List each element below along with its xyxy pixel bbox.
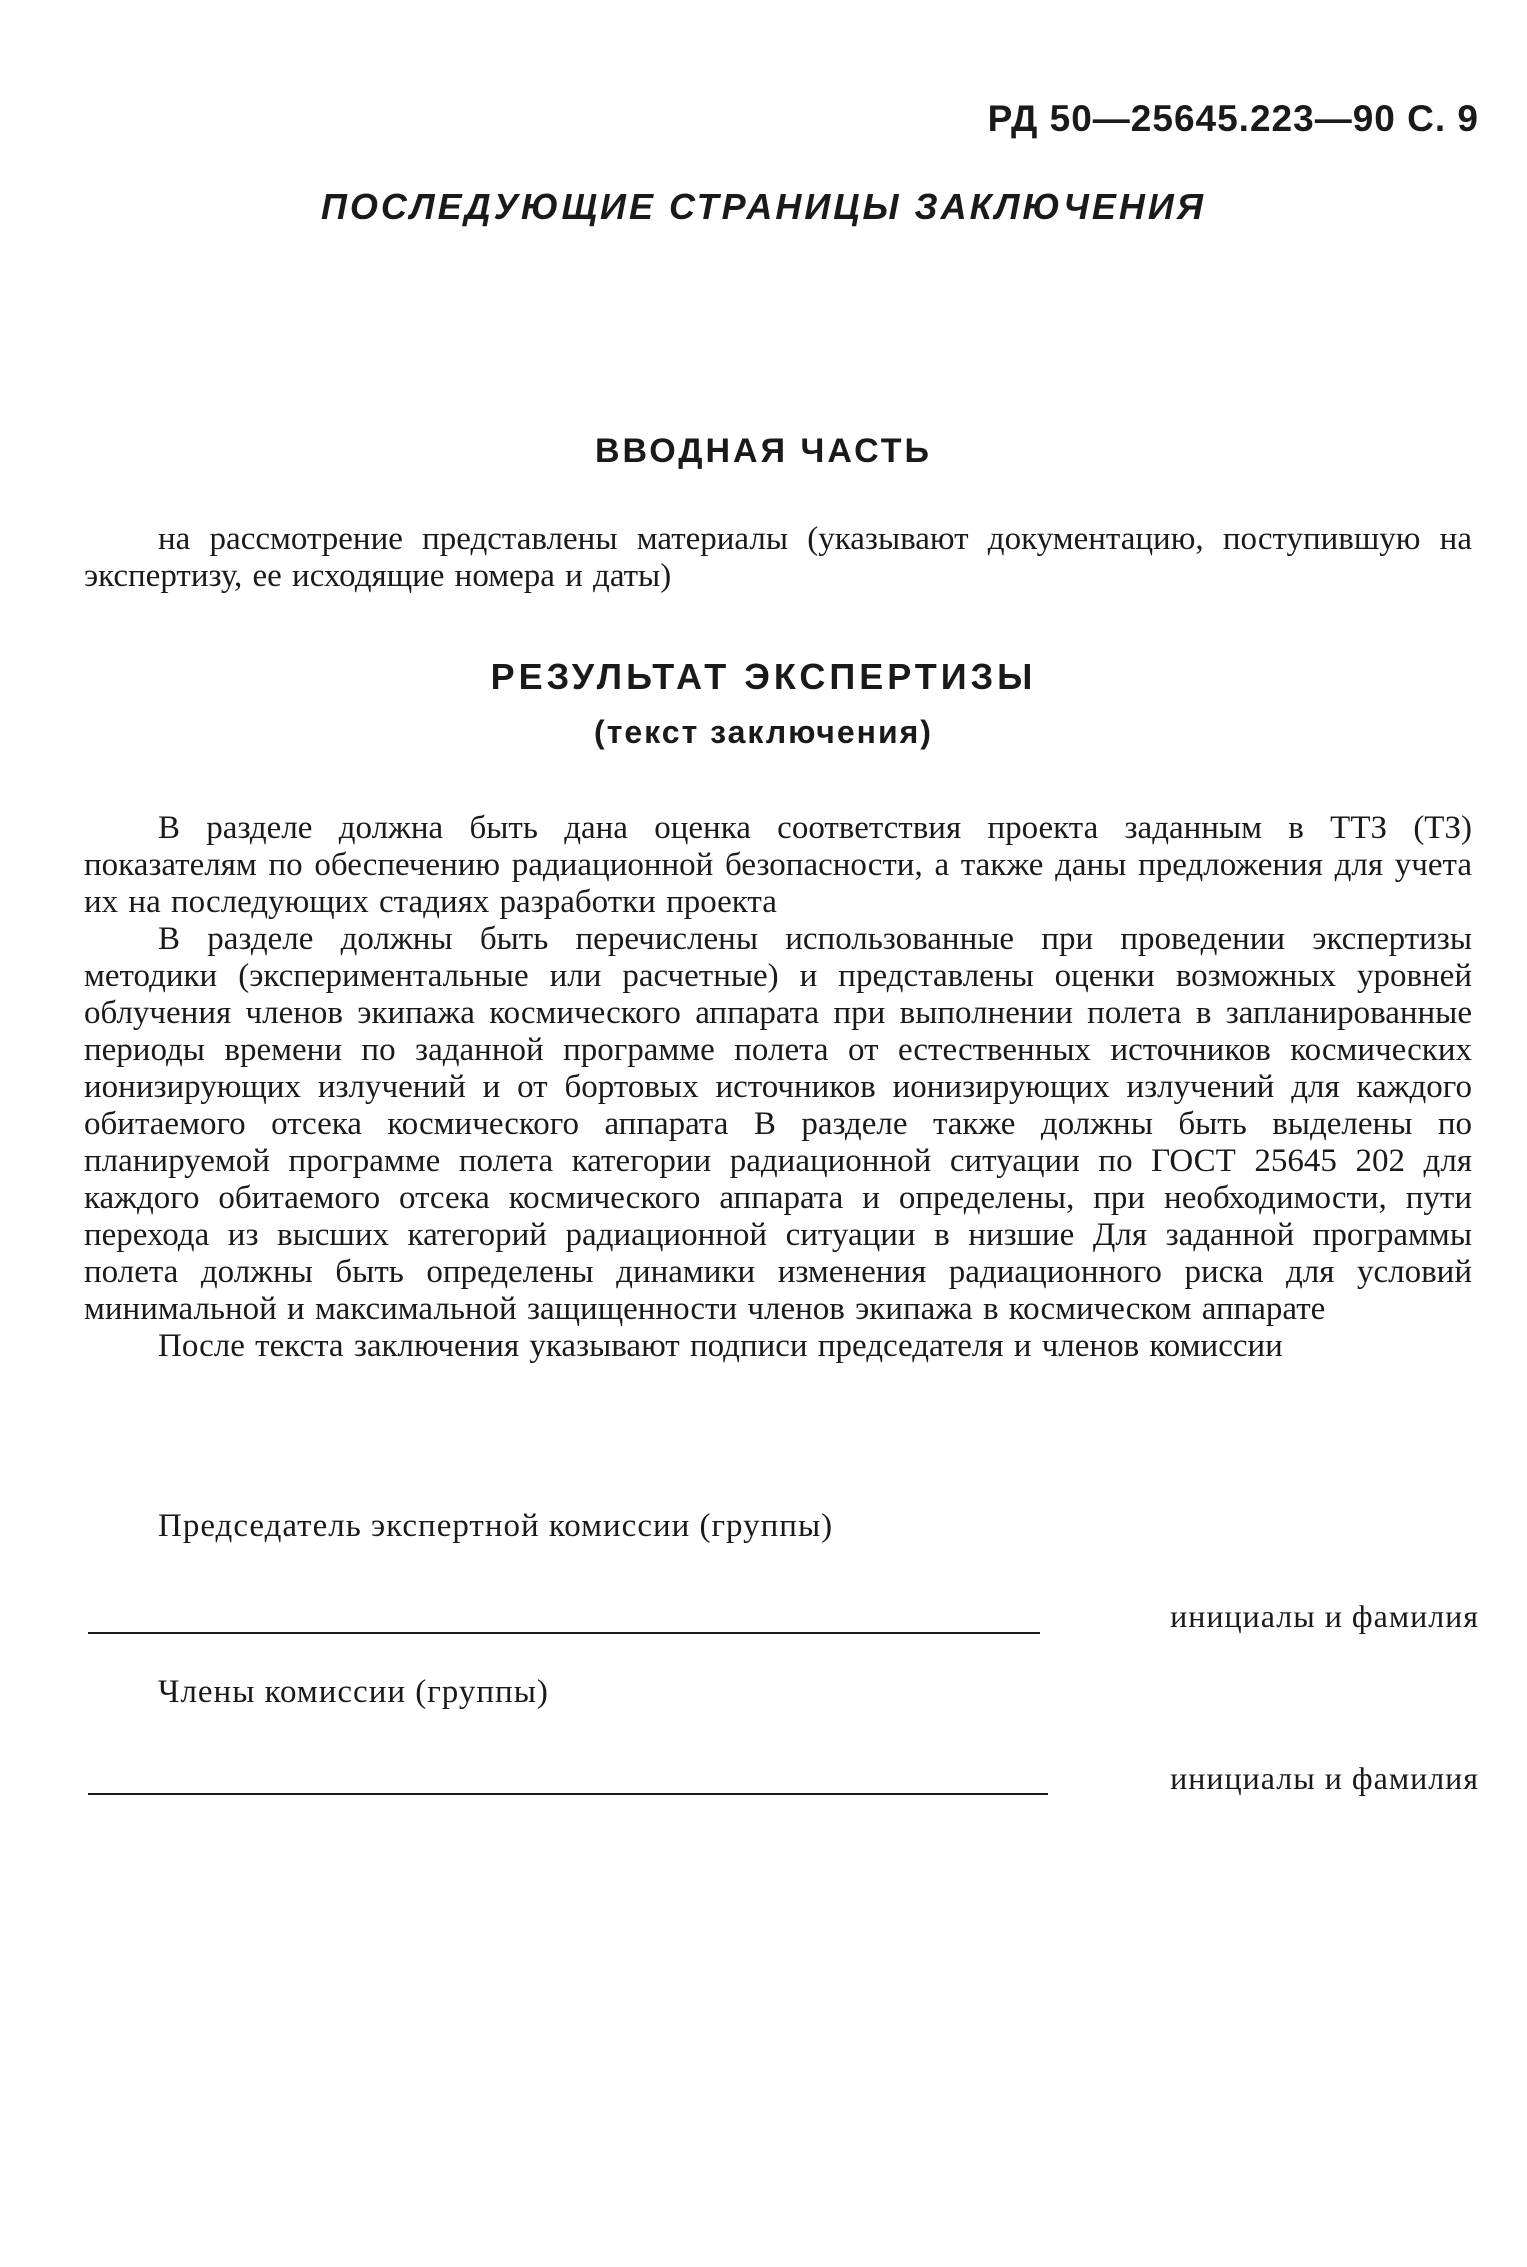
conclusion-paragraph-3: После текста заключения указывают подписи председателя и членов комиссии [158,1328,1283,1364]
intro-paragraph: на рассмотрение представлены материалы (указывают документацию, поступившую на экспертизу, ее исходящие номера и даты) [84,521,1472,594]
conclusion-paragraph-1: В разделе должна быть дана оценка соответствия проекта заданным в ТТЗ (ТЗ) показателям по обеспечению радиационной безопасности, а также даны предложения для учета их на последующих стадиях разработки проекта [84,810,1472,920]
intro-section-heading: ВВОДНАЯ ЧАСТЬ [595,432,932,470]
result-section-heading: РЕЗУЛЬТАТ ЭКСПЕРТИЗЫ [490,656,1037,697]
intro-section-text-block [84,521,1472,595]
members-signature-line [88,1793,1048,1795]
members-signature-caption: инициалы и фамилия [1170,1760,1479,1796]
chairman-signature-line [88,1632,1040,1634]
page-title: ПОСЛЕДУЮЩИЕ СТРАНИЦЫ ЗАКЛЮЧЕНИЯ [320,186,1207,227]
conclusion-text-block [84,810,1472,1365]
result-section-subheading: (текст заключения) [594,714,933,750]
conclusion-paragraph-2: В разделе должны быть перечислены использованные при проведении экспертизы методики (экспериментальные или расчетные) и представлены оценки возможных уровней облучения членов экипажа космического аппарата при выполнении полета в запланированные периоды времени по заданной программе полета от естественных источников космических ионизирующих излучений и от бортовых источников ионизирующих излучений для каждого обитаемого отсека космического аппарата В разделе также должны быть выделены по планируемой программе полета категории радиационной ситуации по ГОСТ 25645 202 для каждого обитаемого отсека космического аппарата и определены, при необходимости, пути перехода из высших категорий радиационной ситуации в низшие Для заданной программы полета должны быть определены динамики изменения радиационного риска для условий минимальной и максимальной защищенности членов экипажа в космическом аппарате [84,921,1472,1327]
document-code-header: РД 50—25645.223—90 С. 9 [987,98,1479,139]
chairman-signature-label: Председатель экспертной комиссии (группы) [158,1508,834,1544]
chairman-signature-caption: инициалы и фамилия [1170,1598,1479,1634]
members-signature-label: Члены комиссии (группы) [158,1674,549,1710]
